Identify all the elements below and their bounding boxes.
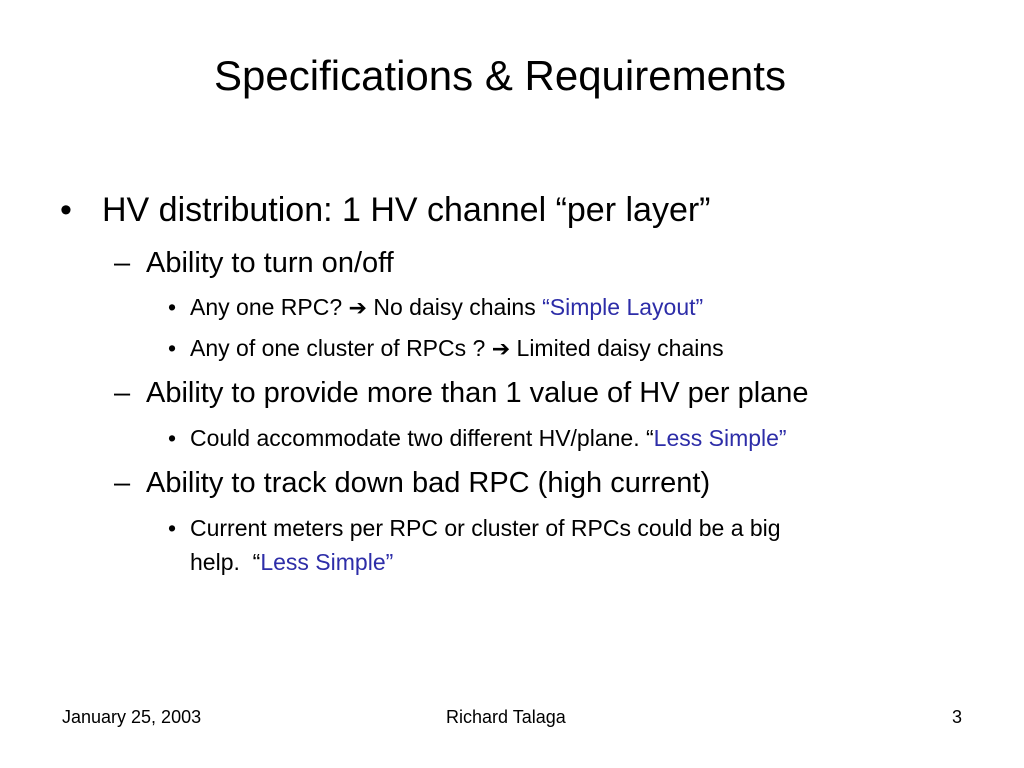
no-daisy-chains-text: No daisy chains xyxy=(373,294,536,320)
sub-sub-bullet-current-meters-cont xyxy=(190,548,393,576)
right-arrow-icon: ➔ xyxy=(348,296,367,321)
footer-author: Richard Talaga xyxy=(446,707,566,727)
sub-bullet-track-bad-rpc: Ability to track down bad RPC (high current) xyxy=(146,467,711,499)
help-text: help. “ xyxy=(190,549,261,575)
sub-sub-bullet-any-one-rpc xyxy=(190,293,703,323)
right-arrow-icon: ➔ xyxy=(491,337,511,362)
less-simple-highlight: Less Simple” xyxy=(260,549,394,575)
accommodate-text: Could accommodate two different HV/plane. “ xyxy=(190,425,654,451)
bullet-level1: • xyxy=(60,191,72,229)
bullet-text-hv-distribution: HV distribution: 1 HV channel “per layer” xyxy=(102,191,711,229)
bullet-level3: • xyxy=(168,515,177,541)
limited-daisy-chains-text: Limited daisy chains xyxy=(516,335,724,361)
footer-date: January 25, 2003 xyxy=(62,707,202,727)
bullet-level3: • xyxy=(168,335,177,361)
sub-sub-bullet-two-hv xyxy=(190,424,787,452)
rpc-question-text: Any one RPC? xyxy=(190,294,343,320)
sub-bullet-multiple-hv: Ability to provide more than 1 value of HV per plane xyxy=(146,377,809,409)
slide-title: Specifications & Requirements xyxy=(214,52,786,99)
dash-level2: – xyxy=(114,377,131,409)
dash-level2: – xyxy=(114,467,131,499)
cluster-question-text: Any of one cluster of RPCs ? xyxy=(190,335,486,361)
bullet-level3: • xyxy=(168,294,177,320)
footer-page-number: 3 xyxy=(952,707,963,727)
bullet-level3: • xyxy=(168,425,177,451)
simple-layout-highlight: “Simple Layout” xyxy=(542,294,704,320)
dash-level2: – xyxy=(114,247,131,279)
sub-sub-bullet-current-meters: Current meters per RPC or cluster of RPCs could be a big xyxy=(190,515,781,541)
sub-bullet-turn-on-off: Ability to turn on/off xyxy=(146,247,394,279)
less-simple-highlight: Less Simple” xyxy=(653,425,787,451)
sub-sub-bullet-cluster-rpcs xyxy=(190,334,724,364)
